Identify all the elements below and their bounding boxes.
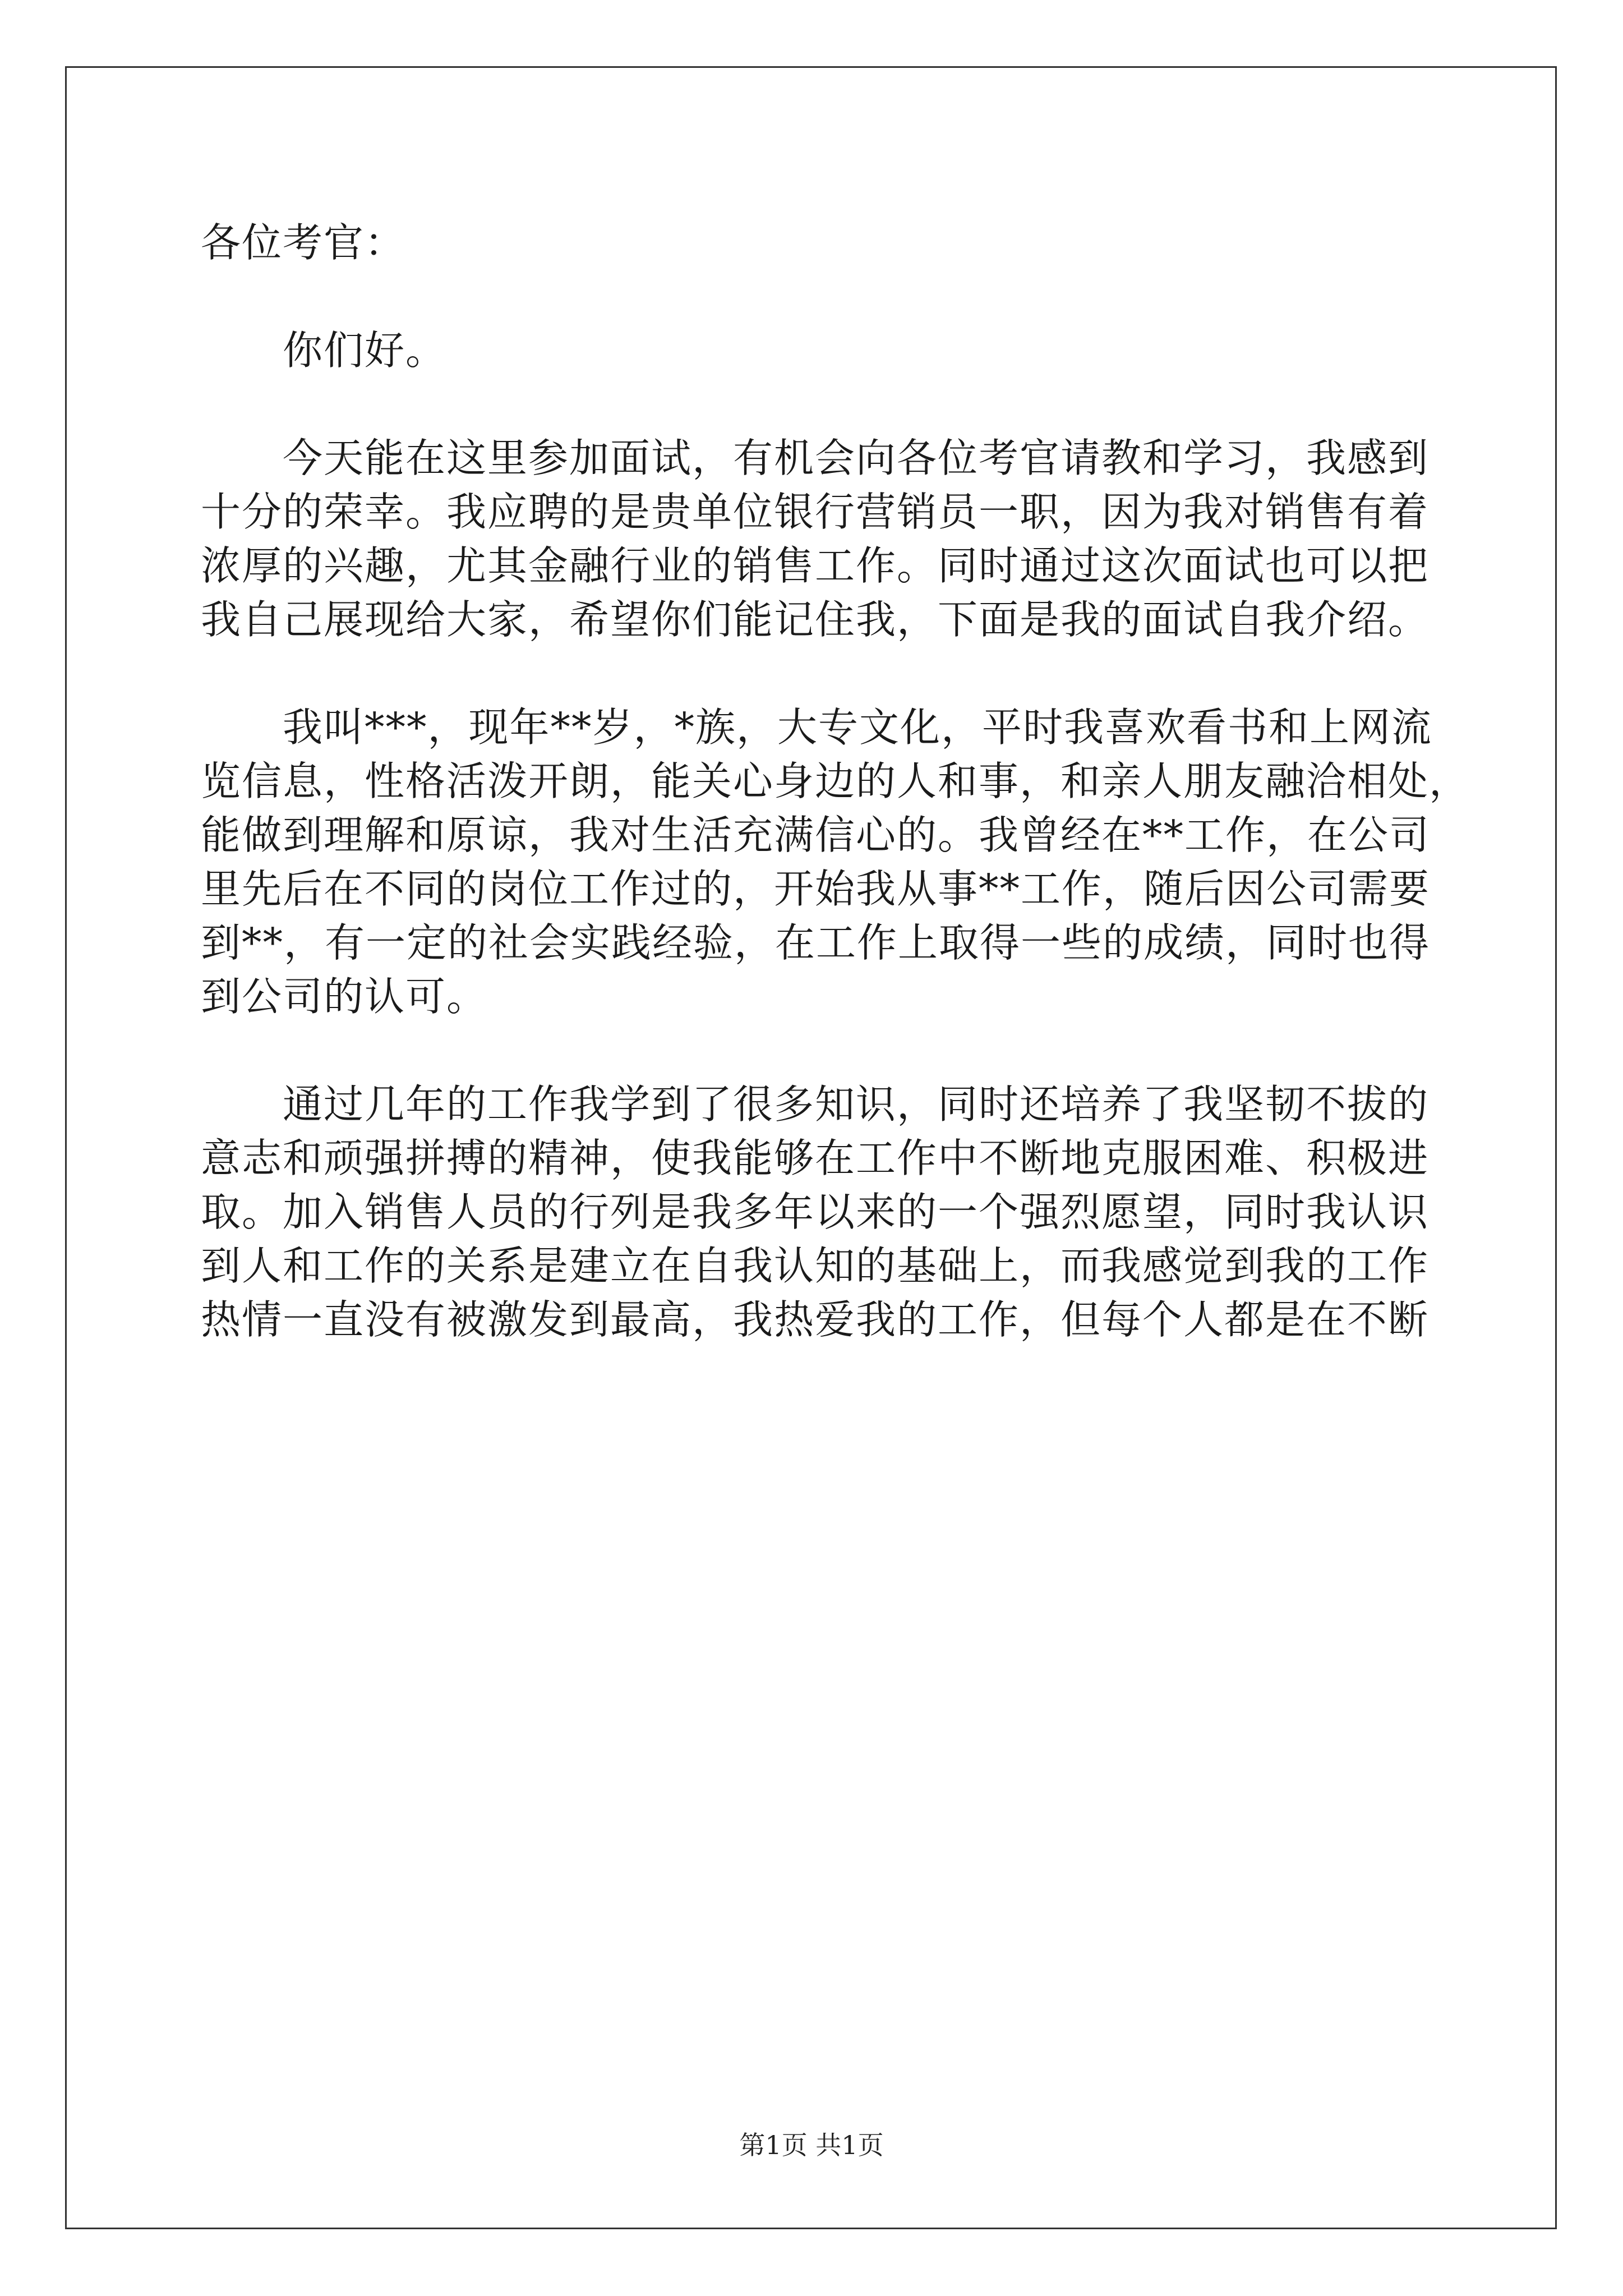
paragraph-3 (201, 1078, 1429, 1347)
document-body (201, 216, 1470, 1347)
paragraph-line: 取。加入销售人员的行列是我多年以来的一个强烈愿望，同时我认识 (201, 1189, 1430, 1235)
paragraph-line: 我叫***，现年**岁，*族，大专文化，平时我喜欢看书和上网流 (283, 704, 1433, 751)
paragraph-line: 到公司的认可。 (201, 973, 488, 1020)
paragraph-2 (201, 701, 1470, 1024)
paragraph-line: 意志和顽强拼搏的精神，使我能够在工作中不断地克服困难、积极进 (201, 1135, 1430, 1181)
paragraph-line: 到人和工作的关系是建立在自我认知的基础上，而我感觉到我的工作 (201, 1243, 1430, 1289)
paragraph-line: 能做到理解和原谅，我对生活充满信心的。我曾经在**工作，在公司 (201, 812, 1431, 858)
paragraph-line: 通过几年的工作我学到了很多知识，同时还培养了我坚韧不拔的 (283, 1081, 1430, 1128)
paragraph-line: 今天能在这里参加面试，有机会向各位考官请教和学习，我感到 (283, 435, 1430, 481)
paragraph-line: 里先后在不同的岗位工作过的，开始我从事**工作，随后因公司需要 (201, 866, 1431, 912)
paragraph-line: 我自己展现给大家，希望你们能记住我，下面是我的面试自我介绍。 (201, 596, 1430, 643)
paragraph-line: 浓厚的兴趣，尤其金融行业的销售工作。同时通过这次面试也可以把 (201, 542, 1430, 589)
paragraph-1 (201, 431, 1429, 647)
paragraph-line: 十分的荣幸。我应聘的是贵单位银行营销员一职，因为我对销售有着 (201, 489, 1430, 535)
paragraph-line: 到**，有一定的社会实践经验，在工作上取得一些的成绩，同时也得 (201, 919, 1431, 966)
salutation: 各位考官： (201, 219, 406, 266)
page-footer: 第1页 共1页 (739, 2130, 884, 2160)
greeting: 你们好。 (283, 327, 447, 374)
paragraph-line: 热情一直没有被激发到最高，我热爱我的工作，但每个人都是在不断 (201, 1296, 1430, 1343)
paragraph-line: 览信息，性格活泼开朗，能关心身边的人和事，和亲人朋友融洽相处， (201, 758, 1470, 804)
